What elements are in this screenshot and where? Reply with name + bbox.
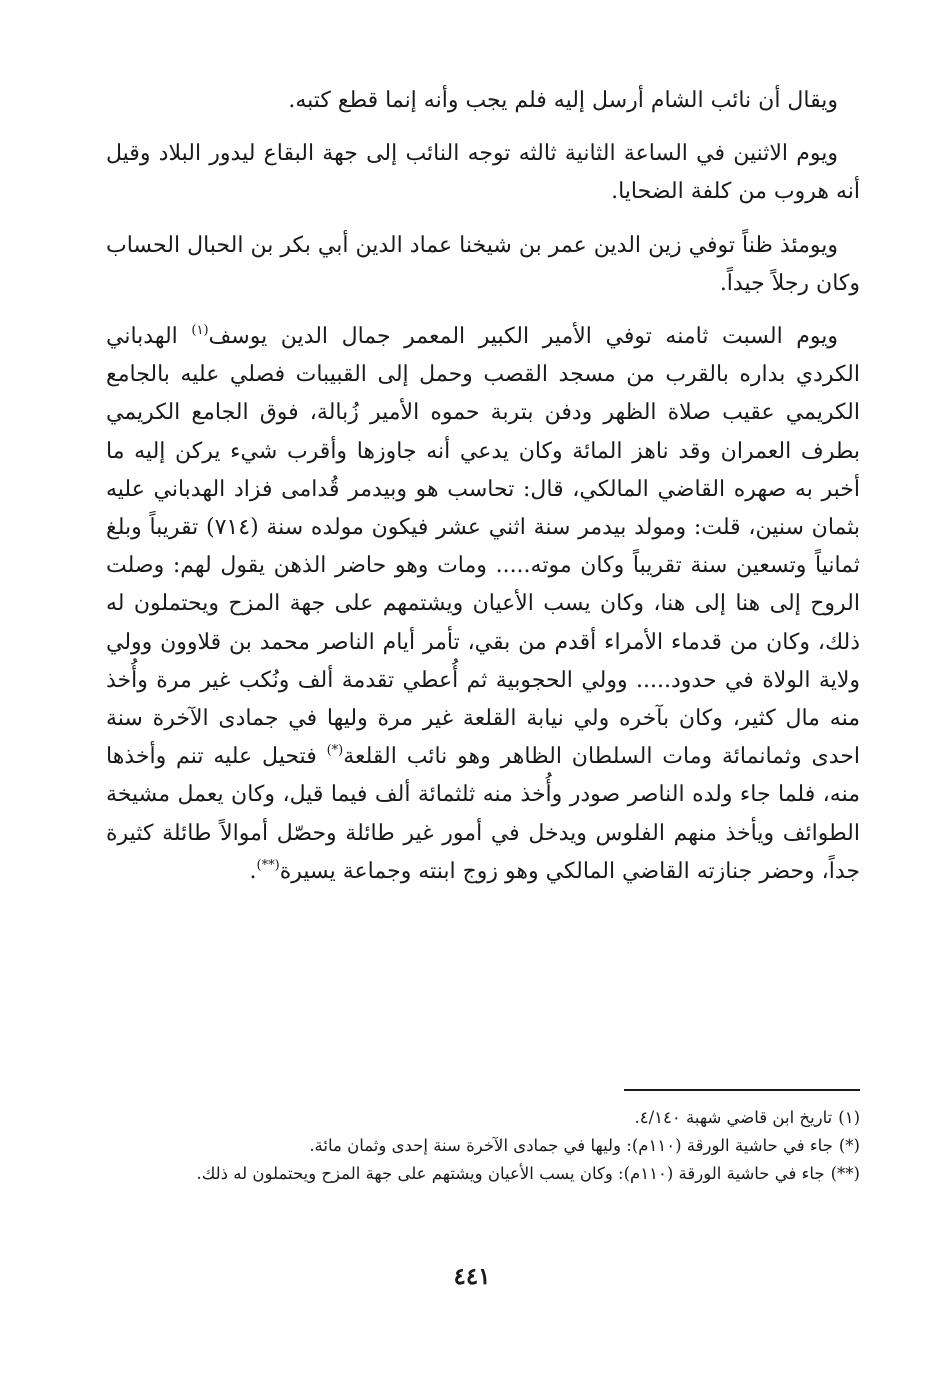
footnote-star [106,1132,860,1160]
paragraph-4-part2: الهدباني الكردي بداره بالقرب من مسجد القصب وحمل إلى القبيبات فصلي عليه بالجامع الكريمي عقيب صلاة الظهر ودفن بتربة حموه الأمير زُبالة، فوق الجامع الكريمي بطرف العمران وقد ناهز المائة وكان يدعي أنه جاوزها وأقرب شيء يركن إليه ما أخبر به صهره القاضي المالكي، قال: تحاسب هو وبيدمر قُدامى فزاد الهدباني عليه بثمان سنين، قلت: ومولد بيدمر سنة اثني عشر فيكون مولده سنة (٧١٤) تقريباً وبلغ ثمانياً وتسعين سنة تقريباً وكان موته..... ومات وهو حاضر الذهن يقول لهم: وصلت الروح إلى هنا إلى هنا، وكان يسب الأعيان ويشتمهم على جهة المزح ويحتملون له ذلك، وكان من قدماء الأمراء أقدم من بقي، تأمر أيام الناصر محمد بن قلاوون وولي ولاية الولاة في حدود..... وولي الحجوبية ثم أُعطي تقدمة ألف ونُكب غير مرة وأُخذ منه مال كثير، وكان بآخره ولي نيابة القلعة غير مرة وليها في جمادى الآخرة سنة احدى وثمانمائة ومات السلطان الظاهر وهو نائب القلعة [106,324,860,770]
paragraph-4-part1: ويوم السبت ثامنه توفي الأمير الكبير المعمر جمال الدين يوسف [208,324,838,350]
footnote-double-star [106,1160,860,1188]
footnote-text: تاريخ ابن قاضي شهبة ٤/١٤٠. [634,1108,833,1127]
footnote-ref-1: (١) [191,323,209,339]
main-text [106,82,860,891]
footnote-text: جاء في حاشية الورقة (١١٠م): وليها في جمادى الآخرة سنة إحدى وثمان مائة. [309,1136,833,1155]
page-number: ٤٤١ [453,1263,491,1290]
footnote-text: جاء في حاشية الورقة (١١٠م): وكان يسب الأعيان ويشتهم على جهة المزح ويحتملون له ذلك. [196,1164,825,1183]
footnotes [106,1104,860,1188]
footnote-divider [624,1089,860,1091]
paragraph-3: ويومئذ ظناً توفي زين الدين عمر بن شيخنا عماد الدين أبي بكر بن الحبال الحساب وكان رجلاً جيداً. [106,232,860,296]
footnote-mark: (*) [838,1136,860,1155]
footnote-ref-double-star: (**) [256,857,280,873]
paragraph-4 [106,318,860,891]
paragraph-1: ويقال أن نائب الشام أرسل إليه فلم يجب وأنه إنما قطع كتبه. [288,88,838,113]
footnote-mark: (**) [830,1164,860,1183]
paragraph-4-part3: فتحيل عليه تنم وأخذها منه، فلما جاء ولده الناصر صودر وأُخذ منه ثلثمائة ألف فيما قيل، وكان يعمل مشيخة الطوائف ويأخذ منهم الفلوس ويدخل في أمور غير طائلة وحصّل أموالاً طائلة كثيرة جداً، وحضر جنازته القاضي المالكي وهو زوج ابنته وجماعة يسيرة [106,744,860,884]
footnote-mark: (١) [838,1108,860,1127]
footnote-ref-star: (*) [326,743,344,759]
footnote-1 [106,1104,860,1132]
paragraph-2: ويوم الاثنين في الساعة الثانية ثالثه توجه النائب إلى جهة البقاع ليدور البلاد وقيل أنه هروب من كلفة الضحايا. [106,141,860,205]
paragraph-4-part4: . [249,858,257,884]
